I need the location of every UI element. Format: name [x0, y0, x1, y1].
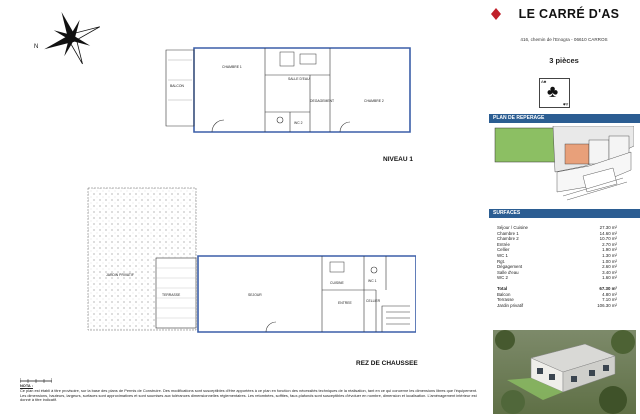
room-living: SEJOUR: [248, 293, 262, 297]
surface-row: Chambre 1 14.60 m²: [497, 230, 617, 236]
extra-row: Terrasse 7.10 m²: [497, 297, 617, 303]
ground-floor-plan: [86, 186, 416, 346]
room-entry: ENTREE: [338, 301, 352, 305]
note-title: NOTA :: [20, 383, 33, 388]
room-kitchen: CUISINE: [330, 281, 344, 285]
room-terrace: TERRASSE: [162, 293, 181, 297]
note-text: Ce plan est établi à titre provisoire, sur la base des plans de Permis de Construire. Des modifications sont susceptibles d'être apportées à ce plan en fonction des nécessités techniques de la réalisation, tant en ce qui concerne les dimensions libres que l'équipement. Les dimensions, hauteurs, largeurs, surfaces sont approximatives et sont soumises aux tolérances dimensionnelles réglementaires. Les retombées, soffites, faux-plafonds sont susceptibles d'évoluer en nombre, dimension et localisation. L'aménagement intérieur est donné à titre indicatif.: [20, 387, 478, 403]
garden-area: [495, 128, 555, 162]
surface-row: Séjour / Cuisine 27.30 m²: [497, 225, 617, 230]
card-corner-bottom: A♣: [562, 102, 568, 107]
room-bedroom-1: CHAMBRE 1: [222, 65, 242, 69]
brand-address: 416, chemin de l'Enogra - 06610 CARROS: [520, 37, 608, 42]
level-label-upper: NIVEAU 1: [383, 156, 413, 163]
level-label-ground: REZ DE CHAUSSEE: [356, 360, 418, 367]
location-plan-header: PLAN DE REPERAGE: [489, 114, 640, 123]
compass-rose-icon: [30, 8, 110, 70]
surface-row: WC 2 1.60 m²: [497, 275, 617, 281]
disclaimer-note: [20, 384, 482, 403]
card-corner-top: A♣: [541, 79, 547, 84]
room-bedroom-2: CHAMBRE 2: [364, 99, 384, 103]
room-balcony: BALCON: [170, 84, 184, 88]
room-garden: JARDIN PRIVATIF: [106, 273, 134, 277]
location-plan-map: [493, 126, 634, 206]
aerial-rendering: [493, 330, 636, 414]
club-icon: ♣: [547, 82, 559, 101]
surfaces-header: SURFACES: [489, 209, 640, 218]
extra-row: Jardin privatif 106.30 m²: [497, 302, 617, 308]
brand-title: LE CARRÉ D'AS: [518, 7, 620, 21]
upper-floor-plan: [160, 40, 420, 140]
total-row: Total 67.30 m²: [497, 285, 617, 291]
surfaces-table: [497, 225, 617, 308]
surface-row: Chambre 2 10.70 m²: [497, 236, 617, 242]
room-landing: DEGAGEMENT: [310, 99, 335, 103]
surface-row: Rgt. 1.00 m²: [497, 258, 617, 264]
surface-row: WC 1 1.30 m²: [497, 252, 617, 258]
room-wc-1: WC 1: [368, 279, 377, 283]
apartment-highlight: [565, 144, 589, 164]
extra-row: Balcon 4.80 m²: [497, 291, 617, 297]
room-wc-2: WC 2: [294, 121, 303, 125]
surface-row: Cellier 1.90 m²: [497, 247, 617, 253]
surface-row: Entrée 2.70 m²: [497, 241, 617, 247]
balcony-outline: [166, 50, 194, 126]
room-bathroom: SALLE D'EAU: [288, 77, 310, 81]
surface-row: Dégagement 2.60 m²: [497, 264, 617, 270]
svg-text:N: N: [34, 44, 39, 50]
rooms-count: 3 pièces: [549, 56, 579, 65]
ace-of-clubs-card: [539, 78, 570, 108]
room-storage: CELLIER: [366, 299, 381, 303]
surface-row: Salle d'eau 3.40 m²: [497, 269, 617, 275]
